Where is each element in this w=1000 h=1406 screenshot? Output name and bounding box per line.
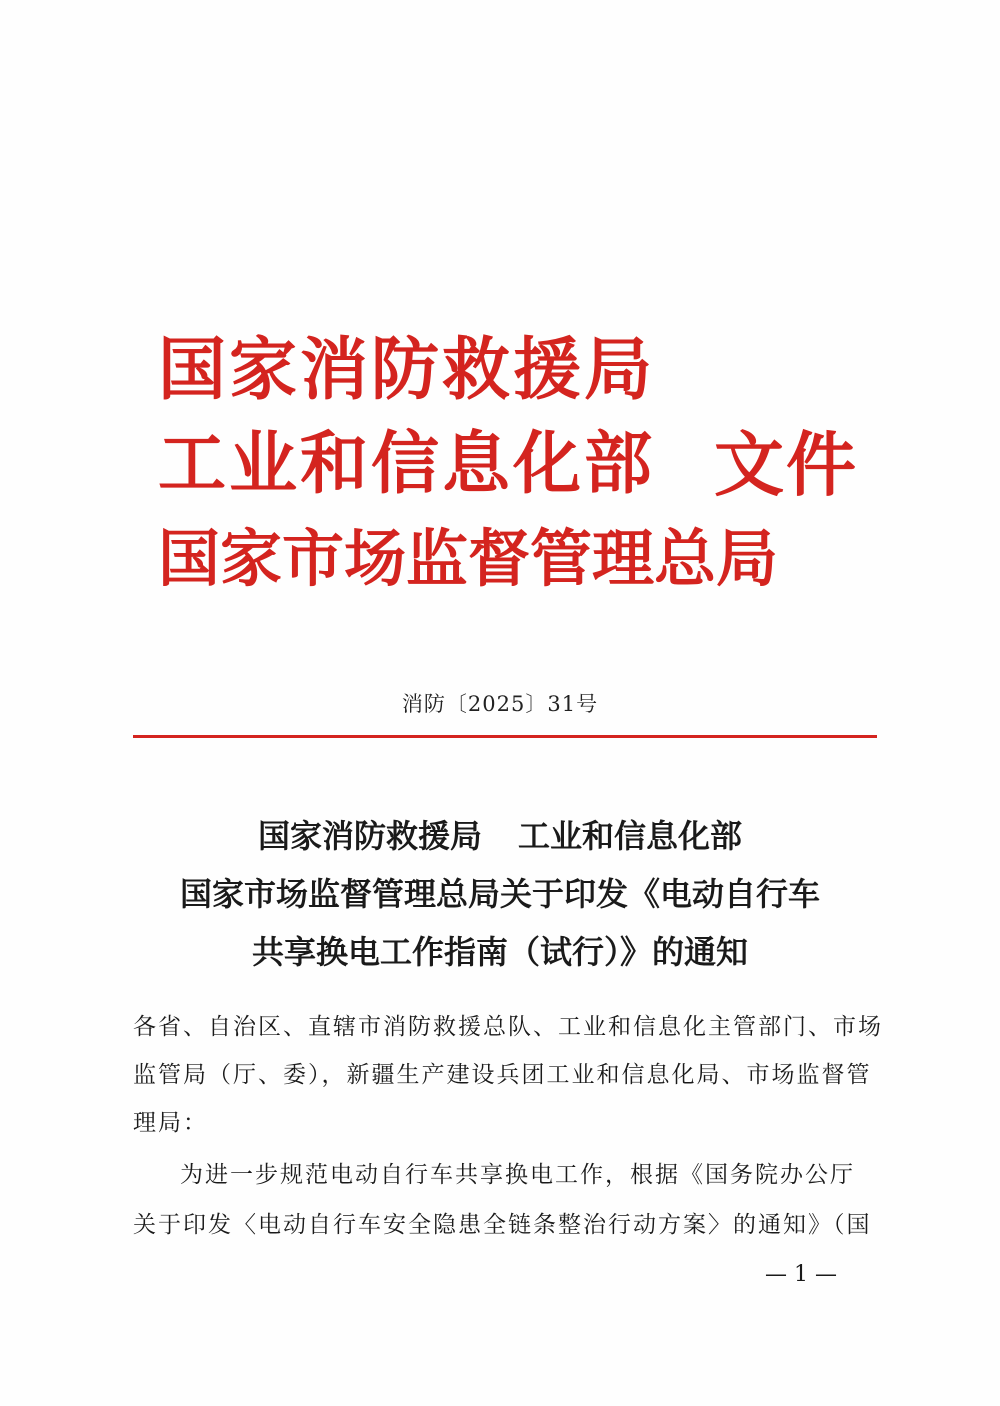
red-divider-line <box>133 735 877 738</box>
document-suffix: 文件 <box>714 423 858 506</box>
addressee-line-3: 理局： <box>133 1110 208 1136</box>
addressee-line-2: 监管局（厅、委），新疆生产建设兵团工业和信息化局、市场监督管 <box>133 1062 872 1088</box>
document-title-line-2: 国家市场监督管理总局关于印发《电动自行车 <box>179 875 820 913</box>
document-title-line-1 <box>0 817 1000 855</box>
issuer-samr: 国家市场监督管理总局 <box>158 522 779 595</box>
addressee-line-1: 各省、自治区、直辖市消防救援总队、工业和信息化主管部门、市场 <box>133 1014 883 1040</box>
issuer-fire-rescue: 国家消防救援局 <box>158 330 656 410</box>
body-paragraph-line-1: 为进一步规范电动自行车共享换电工作，根据《国务院办公厅 <box>180 1162 855 1188</box>
document-title-line-3: 共享换电工作指南（试行）》的通知 <box>251 933 748 971</box>
issuer-header <box>158 330 858 600</box>
title-issuer-1: 国家消防救援局 <box>257 817 482 855</box>
issuer-miit: 工业和信息化部 <box>158 424 656 504</box>
page-number: — 1 — <box>765 1262 837 1287</box>
body-paragraph-line-2: 关于印发〈电动自行车安全隐患全链条整治行动方案〉的通知》（国 <box>133 1212 872 1238</box>
title-issuer-2: 工业和信息化部 <box>518 817 743 855</box>
document-number: 消防〔2025〕31号 <box>401 692 599 716</box>
